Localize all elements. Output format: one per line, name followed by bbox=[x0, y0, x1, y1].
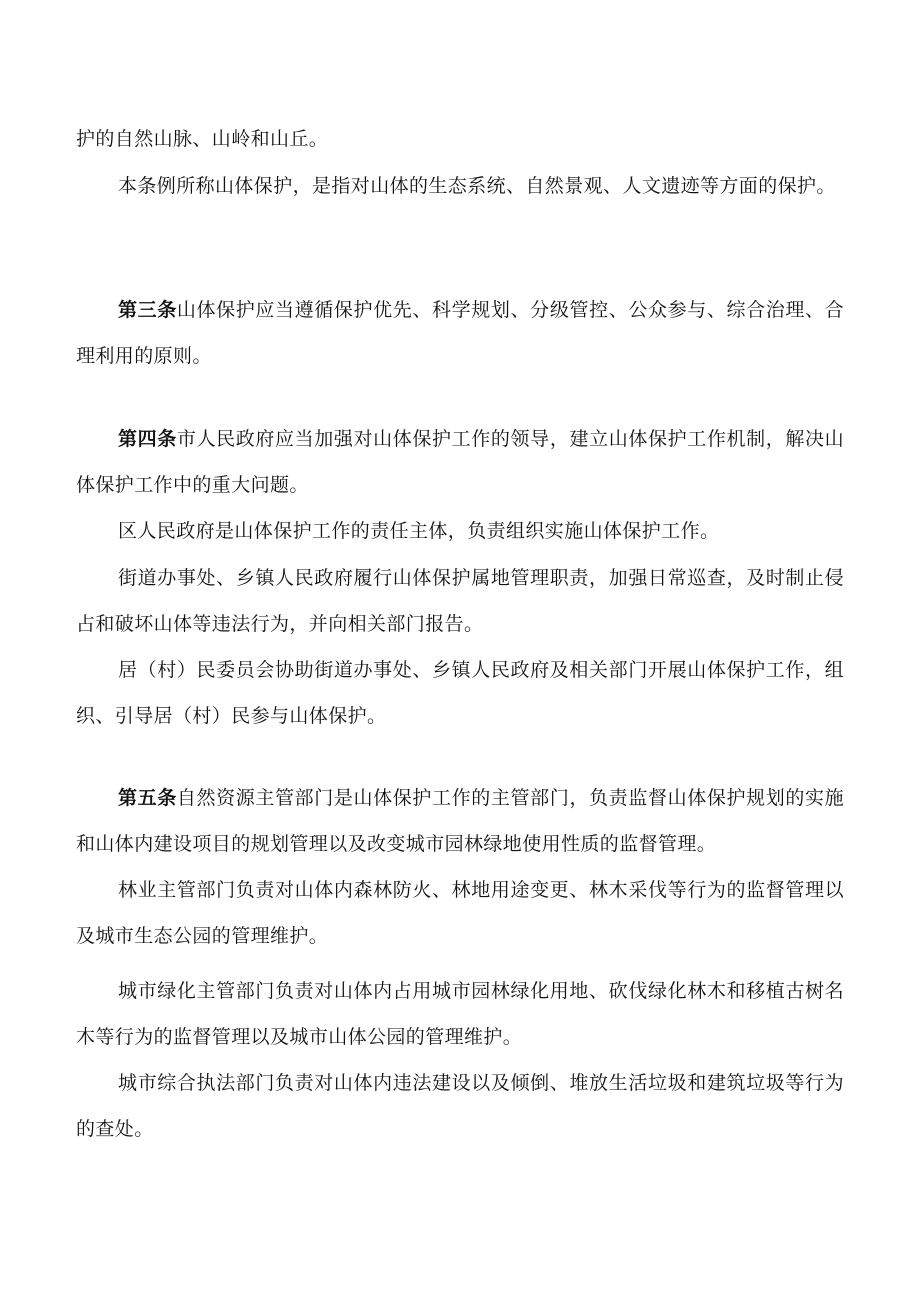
paragraph-continuation bbox=[76, 116, 844, 162]
paragraph-definition bbox=[76, 163, 844, 209]
paragraph-text: 本条例所称山体保护，是指对山体的生态系统、自然景观、人文遗迹等方面的保护。 bbox=[118, 175, 836, 197]
paragraph-text: 城市绿化主管部门负责对山体内占用城市园林绿化用地、砍伐绿化林木和移植古树名木等行为的监督管理以及城市山体公园的管理维护。 bbox=[76, 980, 844, 1048]
paragraph-text: 居（村）民委员会协助街道办事处、乡镇人民政府及相关部门开展山体保护工作，组织、引导居（村）民参与山体保护。 bbox=[76, 659, 844, 727]
paragraph-street-office bbox=[76, 555, 844, 647]
paragraph-text: 区人民政府是山体保护工作的责任主体，负责组织实施山体保护工作。 bbox=[118, 520, 720, 542]
paragraph-text: 护的自然山脉、山岭和山丘。 bbox=[76, 128, 329, 150]
article-text: 自然资源主管部门是山体保护工作的主管部门，负责监督山体保护规划的实施和山体内建设项目的规划管理以及改变城市园林绿地使用性质的监督管理。 bbox=[76, 787, 844, 855]
paragraph-district bbox=[76, 508, 844, 554]
article-text: 市人民政府应当加强对山体保护工作的领导，建立山体保护工作机制，解决山体保护工作中的重大问题。 bbox=[76, 428, 844, 496]
article-4 bbox=[76, 416, 844, 508]
article-3 bbox=[76, 287, 844, 379]
article-title: 第三条 bbox=[118, 299, 177, 321]
paragraph-text: 城市综合执法部门负责对山体内违法建设以及倾倒、堆放生活垃圾和建筑垃圾等行为的查处。 bbox=[76, 1072, 844, 1140]
paragraph-text: 街道办事处、乡镇人民政府履行山体保护属地管理职责，加强日常巡查，及时制止侵占和破坏山体等违法行为，并向相关部门报告。 bbox=[76, 567, 844, 635]
article-text: 山体保护应当遵循保护优先、科学规划、分级管控、公众参与、综合治理、合理利用的原则。 bbox=[76, 299, 844, 367]
paragraph-enforcement bbox=[76, 1060, 844, 1152]
article-title: 第四条 bbox=[118, 428, 177, 450]
paragraph-committee bbox=[76, 647, 844, 739]
paragraph-text: 林业主管部门负责对山体内森林防火、林地用途变更、林木采伐等行为的监督管理以及城市生态公园的管理维护。 bbox=[76, 879, 844, 947]
article-5 bbox=[76, 775, 844, 867]
paragraph-greening bbox=[76, 968, 844, 1060]
article-title: 第五条 bbox=[118, 787, 177, 809]
paragraph-forestry bbox=[76, 867, 844, 959]
